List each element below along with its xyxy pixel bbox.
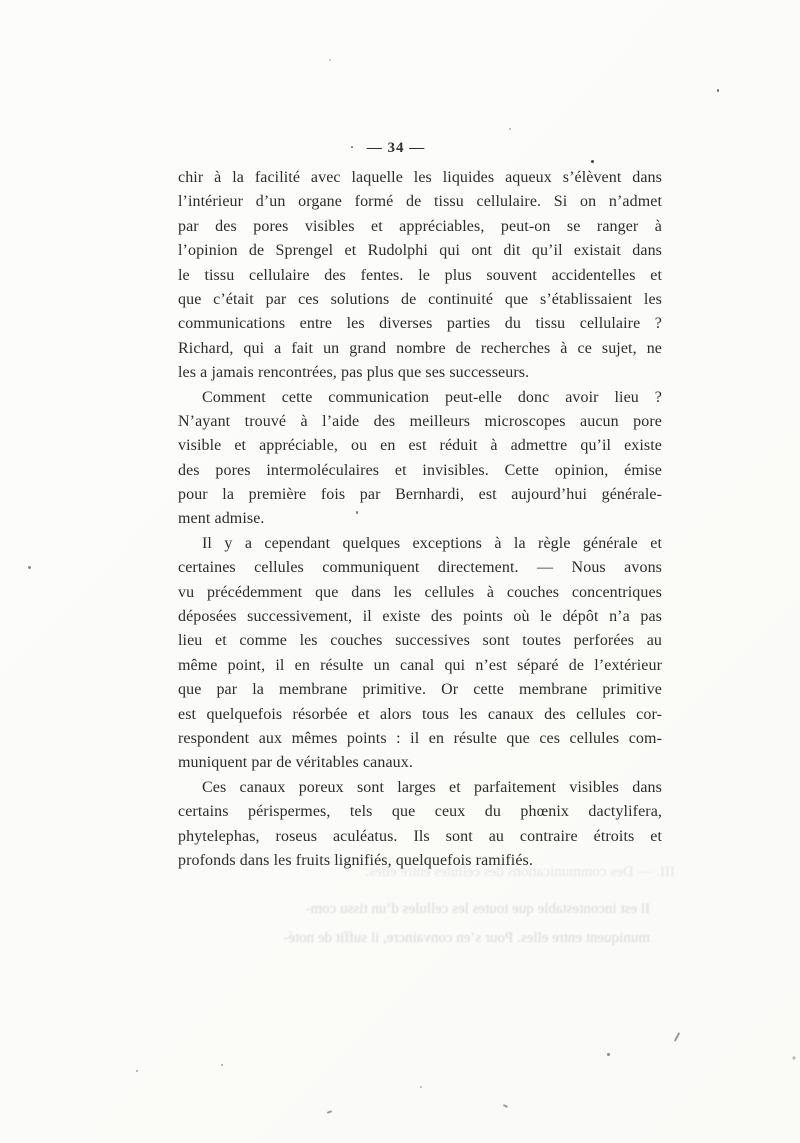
text-line: respondent aux mêmes points : il en résulte que ces cellules com- xyxy=(178,729,662,747)
text-line: est quelquefois résorbée et alors tous les canaux des cellules cor- xyxy=(178,705,662,723)
text-line: visible et appréciable, ou en est réduit à admettre qu’il existe xyxy=(178,437,662,455)
text-line: lieu et comme les couches successives sont toutes perforées au xyxy=(178,632,662,650)
text-line: phytelephas, roseus aculéatus. Ils sont au contraire étroits et xyxy=(178,827,662,845)
text-line: chir à la facilité avec laquelle les liquides aqueux s’élèvent dans xyxy=(178,169,662,186)
text-line: ment admise. xyxy=(178,510,265,528)
text-line: déposées successivement, il existe des points où le dépôt n’a pas xyxy=(178,608,662,626)
ink-speck xyxy=(351,146,353,148)
ink-speck xyxy=(329,59,331,61)
text-line: l’opinion de Sprengel et Rudolphi qui ont dit qu’il existait dans xyxy=(178,242,662,260)
ink-speck xyxy=(591,160,594,163)
text-line: vu précédemment que dans les cellules à couches concentriques xyxy=(178,583,662,601)
text-line: le tissu cellulaire des fentes. le plus souvent accidentelles et xyxy=(178,266,662,284)
ink-speck xyxy=(509,128,511,130)
text-line: Richard, qui a fait un grand nombre de recherches à ce sujet, ne xyxy=(178,339,662,357)
ink-speck xyxy=(420,1086,422,1088)
paragraph xyxy=(178,386,662,532)
ink-speck xyxy=(356,511,358,514)
text-line: que c’était par ces solutions de continuité que s’établissaient les xyxy=(178,290,662,308)
text-line: par des pores visibles et appréciables, peut-on se ranger à xyxy=(178,217,662,235)
text-block xyxy=(178,166,662,873)
bleedthrough-line: III. — Des communications des cellules entre elles. xyxy=(365,864,675,880)
ink-speck xyxy=(717,89,719,92)
text-line: communications entre les diverses parties du tissu cellulaire ? xyxy=(178,315,662,333)
text-line: N’ayant trouvé à l’aide des meilleurs microscopes aucun pore xyxy=(178,412,662,430)
ink-speck xyxy=(28,566,31,569)
ink-speck xyxy=(607,1053,610,1056)
paragraph xyxy=(178,532,662,776)
text-line: Il y a cependant quelques exceptions à la règle générale et xyxy=(202,534,662,552)
text-line: que par la membrane primitive. Or cette membrane primitive xyxy=(178,681,662,699)
text-line: des pores intermoléculaires et invisibles. Cette opinion, émise xyxy=(178,461,662,479)
page-number: — 34 — xyxy=(366,140,426,156)
ink-speck xyxy=(674,1032,680,1042)
ink-speck xyxy=(503,1104,508,1108)
text-line: certains périspermes, tels que ceux du phœnix dactylifera, xyxy=(178,803,662,821)
text-line: l’intérieur d’un organe formé de tissu cellulaire. Si on n’admet xyxy=(178,193,662,211)
text-line: pour la première fois par Bernhardi, est aujourd’hui générale- xyxy=(178,486,662,504)
ink-speck xyxy=(792,1056,796,1060)
paragraph xyxy=(178,776,662,874)
text-line: les a jamais rencontrées, pas plus que ses successeurs. xyxy=(178,364,530,382)
text-line: Comment cette communication peut-elle donc avoir lieu ? xyxy=(202,388,662,406)
paragraph xyxy=(178,166,662,386)
text-line: profonds dans les fruits lignifiés, quelquefois ramifiés. xyxy=(178,851,533,869)
ink-speck xyxy=(327,1110,332,1114)
text-line: certaines cellules communiquent directement. — Nous avons xyxy=(178,559,662,577)
ink-speck xyxy=(221,1064,223,1066)
ink-speck xyxy=(136,1070,138,1072)
text-line: même point, il en résulte un canal qui n’est séparé de l’extérieur xyxy=(178,656,662,674)
bleedthrough-line: muniquent entre elles. Pour s’en convaincre, il suffit de noté- xyxy=(283,930,650,946)
bleedthrough-line: Il est incontestable que toutes les cellules d’un tissu com- xyxy=(305,901,650,917)
text-line: Ces canaux poreux sont larges et parfaitement visibles dans xyxy=(202,778,662,796)
text-line: muniquent par de véritables canaux. xyxy=(178,754,413,772)
